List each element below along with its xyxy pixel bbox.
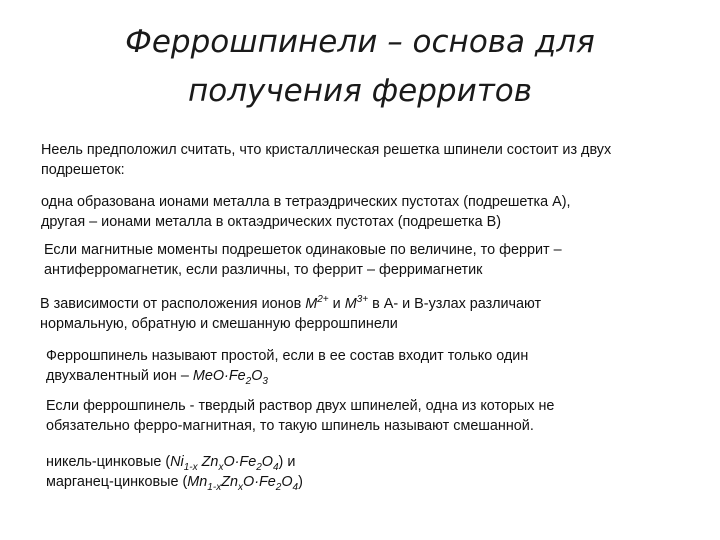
formula-subscript: 4 <box>292 481 299 493</box>
formula-part: Mn <box>187 474 208 490</box>
paragraph-sublattice-a-b <box>41 192 703 232</box>
paragraph-line <box>40 294 662 314</box>
formula-subscript: x <box>218 461 224 473</box>
ion-symbol: M <box>305 296 318 312</box>
paragraph-line: Если феррошпинель - твердый раствор двух шпинелей, одна из которых не <box>46 398 555 414</box>
title-line-2: получения ферритов <box>187 73 533 109</box>
paragraph-line: другая – ионами металла в октаэдрических пустотах (подрешетка В) <box>41 214 502 230</box>
title-line-1: Феррошпинели – основа для <box>125 24 595 60</box>
formula-part: O·Fe <box>223 454 257 470</box>
paragraph-line: обязательно ферро-магнитная, то такую шпинель называют смешанной. <box>46 418 534 434</box>
paragraph-examples <box>46 452 666 492</box>
paragraph-line: антиферромагнетик, если различны, то феррит – ферримагнетик <box>44 262 483 278</box>
text-fragment: марганец-цинковые ( <box>46 474 188 490</box>
text-fragment: никель-цинковые ( <box>46 454 171 470</box>
paragraph-line <box>46 452 666 472</box>
text-fragment: и <box>328 296 345 312</box>
paragraph-simple-ferrospinel <box>46 346 646 386</box>
formula-subscript: 1-x <box>207 481 222 493</box>
text-fragment: ) и <box>278 454 296 470</box>
text-fragment: ) <box>298 474 303 490</box>
formula-part: Zn <box>221 474 238 490</box>
formula-subscript: x <box>238 481 243 493</box>
paragraph-line <box>46 366 646 386</box>
paragraph-line: подрешеток: <box>41 162 125 178</box>
ion-charge: 3+ <box>356 294 369 306</box>
paragraph-line: одна образована ионами металла в тетраэдрических пустотах (подрешетка А), <box>41 194 571 210</box>
ion-charge: 2+ <box>317 294 329 306</box>
formula-subscript: 2 <box>256 461 262 473</box>
formula-part: MeO·Fe <box>192 368 246 384</box>
formula-part: O <box>281 474 293 490</box>
formula-subscript: 2 <box>245 375 252 387</box>
paragraph-line: нормальную, обратную и смешанную феррошпинели <box>40 316 398 332</box>
text-fragment: в А- и В-узлах различают <box>368 296 542 312</box>
paragraph-line: Если магнитные моменты подрешеток одинаковые по величине, то феррит – <box>44 242 562 258</box>
formula-subscript: 4 <box>272 461 279 473</box>
text-fragment: двухвалентный ион – <box>46 368 193 384</box>
paragraph-neel-sublattices <box>41 140 703 180</box>
formula-part: Ni <box>170 454 184 470</box>
paragraph-line: Неель предположил считать, что кристаллическая решетка шпинели состоит из двух <box>41 142 612 158</box>
formula-subscript: 1-x <box>183 461 198 473</box>
paragraph-line <box>46 472 666 492</box>
text-fragment: В зависимости от расположения ионов <box>40 296 306 312</box>
slide-title <box>60 18 660 116</box>
formula-subscript: 2 <box>275 481 282 493</box>
formula-part: Zn <box>197 454 219 470</box>
paragraph-mixed-ferrospinel <box>46 396 652 436</box>
formula-subscript: 3 <box>262 375 268 387</box>
paragraph-magnetic-moments <box>44 240 680 280</box>
formula-part: O <box>261 454 273 470</box>
formula-part: O·Fe <box>243 474 276 490</box>
paragraph-ion-arrangement <box>40 294 662 334</box>
paragraph-line: Феррошпинель называют простой, если в ее состав входит только один <box>46 348 529 364</box>
ion-symbol: M <box>344 296 357 312</box>
formula-part: O <box>251 368 263 384</box>
